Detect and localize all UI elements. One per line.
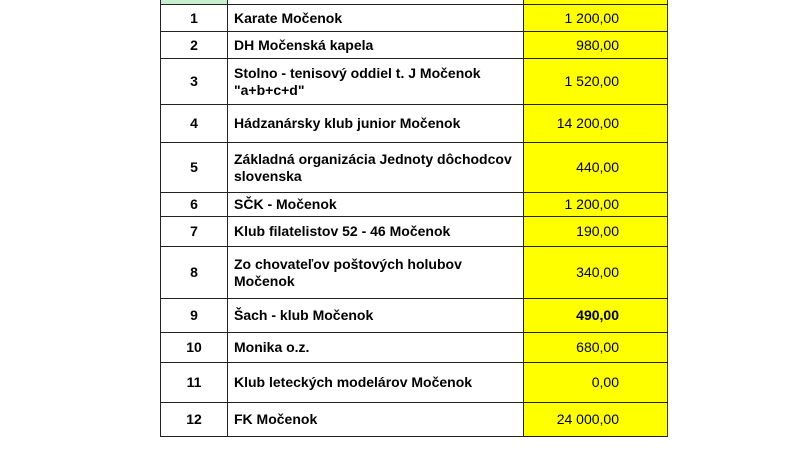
table-row bbox=[161, 217, 668, 247]
amount-cell[interactable]: 680,00 bbox=[524, 333, 668, 363]
table-row bbox=[161, 299, 668, 333]
table-row bbox=[161, 363, 668, 403]
table-row bbox=[161, 59, 668, 105]
table-row bbox=[161, 32, 668, 59]
row-number[interactable]: 2 bbox=[161, 32, 228, 59]
table-row bbox=[161, 403, 668, 437]
organization-name[interactable]: DH Močenská kapela bbox=[228, 32, 524, 59]
row-number[interactable]: 4 bbox=[161, 105, 228, 143]
amount-cell[interactable]: 14 200,00 bbox=[524, 105, 668, 143]
organization-name[interactable]: Karate Močenok bbox=[228, 5, 524, 32]
row-number[interactable]: 6 bbox=[161, 193, 228, 217]
organization-name[interactable]: Klub filatelistov 52 - 46 Močenok bbox=[228, 217, 524, 247]
amount-cell[interactable]: 1 520,00 bbox=[524, 59, 668, 105]
amount-cell[interactable]: 190,00 bbox=[524, 217, 668, 247]
amount-cell[interactable]: 490,00 bbox=[524, 299, 668, 333]
row-number[interactable]: 11 bbox=[161, 363, 228, 403]
organization-name[interactable]: Monika o.z. bbox=[228, 333, 524, 363]
organization-name[interactable]: Zo chovateľov poštových holubov Močenok bbox=[228, 247, 524, 299]
row-number[interactable]: 10 bbox=[161, 333, 228, 363]
table-body bbox=[161, 0, 668, 437]
organization-name[interactable]: Šach - klub Močenok bbox=[228, 299, 524, 333]
table-row bbox=[161, 193, 668, 217]
row-number[interactable]: 1 bbox=[161, 5, 228, 32]
amount-cell[interactable]: 440,00 bbox=[524, 143, 668, 193]
row-number[interactable]: 5 bbox=[161, 143, 228, 193]
table-row bbox=[161, 143, 668, 193]
organization-name[interactable]: FK Močenok bbox=[228, 403, 524, 437]
amount-cell[interactable]: 340,00 bbox=[524, 247, 668, 299]
table-row bbox=[161, 105, 668, 143]
organization-name[interactable]: Hádzanársky klub junior Močenok bbox=[228, 105, 524, 143]
table-row bbox=[161, 333, 668, 363]
table-row bbox=[161, 5, 668, 32]
organization-name[interactable]: Klub leteckých modelárov Močenok bbox=[228, 363, 524, 403]
amount-cell[interactable]: 24 000,00 bbox=[524, 403, 668, 437]
organization-name[interactable]: Stolno - tenisový oddiel t. J Močenok "a+b+c+d" bbox=[228, 59, 524, 105]
row-number[interactable]: 7 bbox=[161, 217, 228, 247]
amount-cell[interactable]: 980,00 bbox=[524, 32, 668, 59]
organization-name[interactable]: SČK - Močenok bbox=[228, 193, 524, 217]
amount-cell[interactable]: 1 200,00 bbox=[524, 5, 668, 32]
row-number[interactable]: 12 bbox=[161, 403, 228, 437]
grants-table bbox=[160, 0, 668, 437]
amount-cell[interactable]: 1 200,00 bbox=[524, 193, 668, 217]
row-number[interactable]: 8 bbox=[161, 247, 228, 299]
organization-name[interactable]: Základná organizácia Jednoty dôchodcov slovenska bbox=[228, 143, 524, 193]
amount-cell[interactable]: 0,00 bbox=[524, 363, 668, 403]
row-number[interactable]: 3 bbox=[161, 59, 228, 105]
row-number[interactable]: 9 bbox=[161, 299, 228, 333]
table-row bbox=[161, 247, 668, 299]
